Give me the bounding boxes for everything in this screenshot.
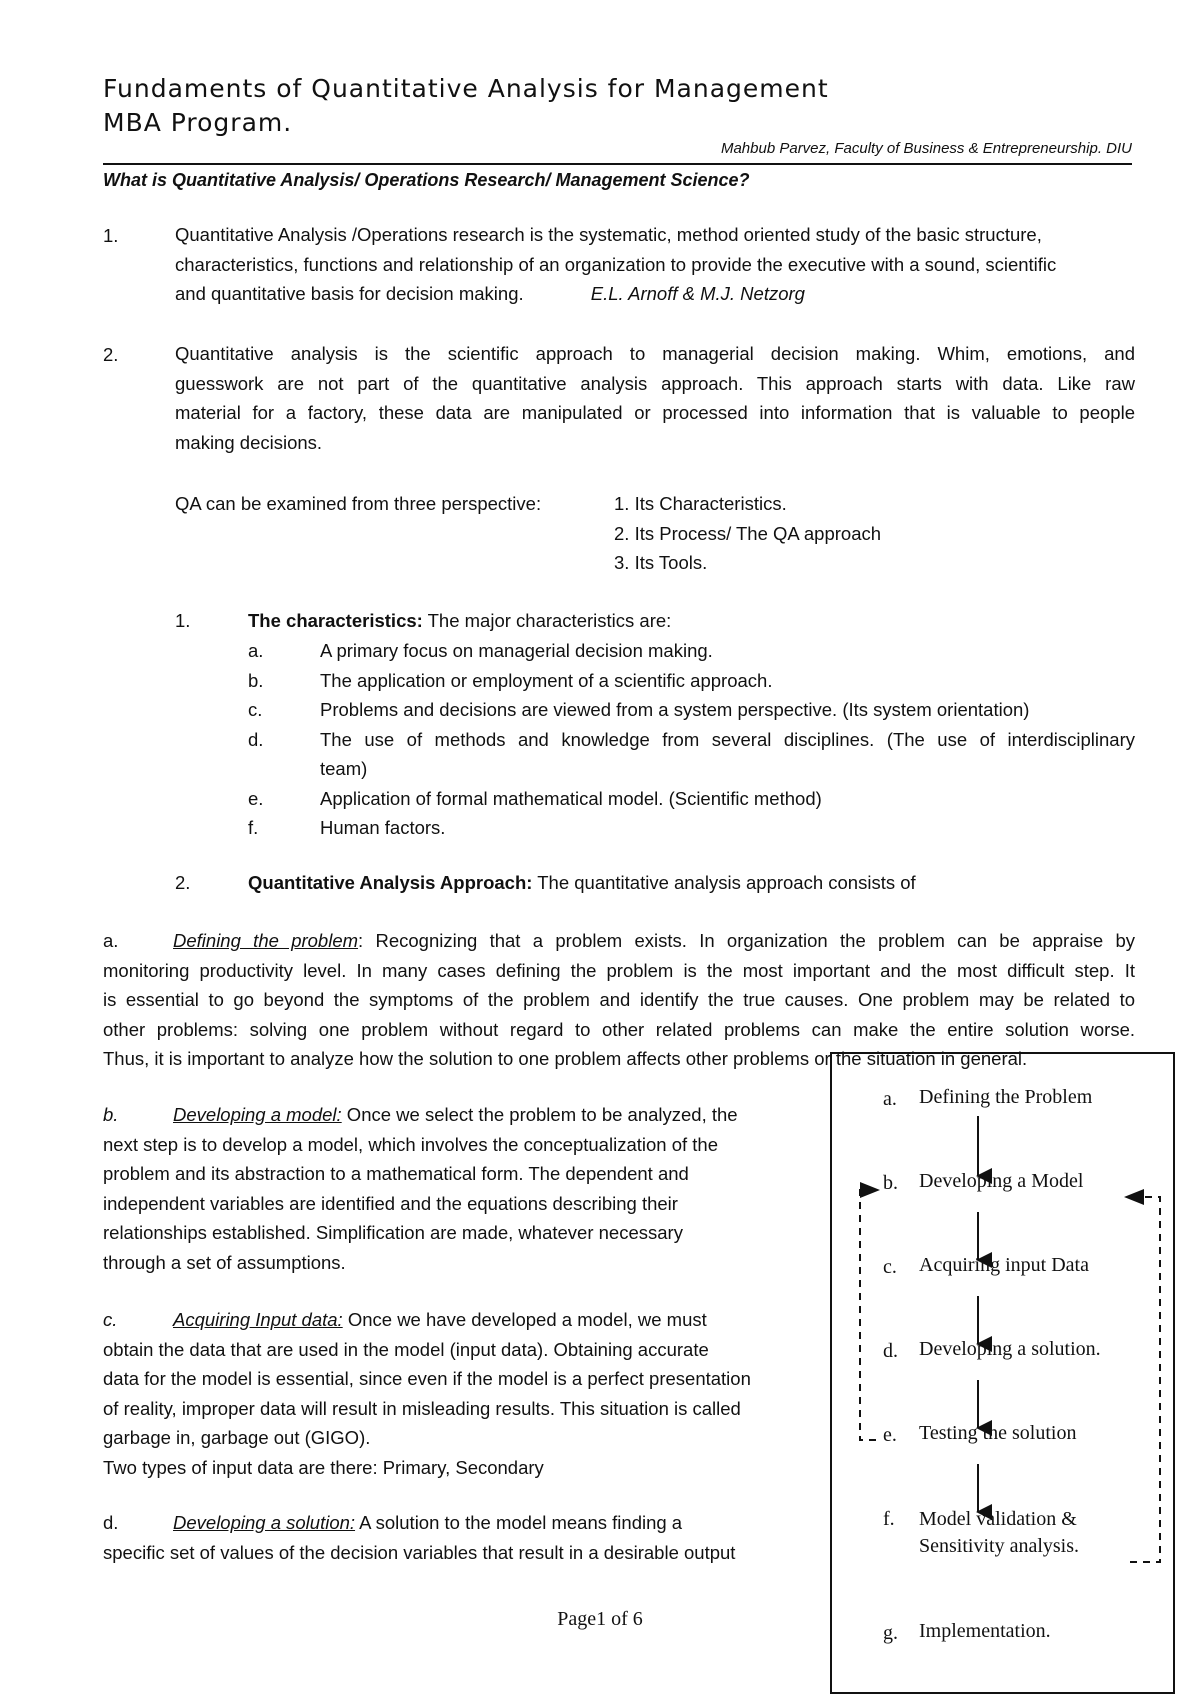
step-line: monitoring productivity level. In many cases defining the problem is the most important and the most difficult step. It [103,959,1135,981]
definition-line [175,279,1135,309]
characteristics-letters [248,636,263,843]
flow-step-label-line: Sensitivity analysis. [919,1535,1079,1557]
step-line: problem and its abstraction to a mathematical form. The dependent and [103,1163,689,1184]
step-line-text: : Recognizing that a problem exists. In organization the problem can be appraise by [358,930,1135,951]
step-c [103,1305,823,1482]
definition-number: 1. [103,225,119,246]
approach-intro: The quantitative analysis approach consists of [532,872,916,893]
definition-line: material for a factory, these data are manipulated or processed into information that is valuable to people [175,402,1135,423]
author-line: Mahbub Parvez, Faculty of Business & Entrepreneurship. DIU [720,140,1132,157]
approach-heading: Quantitative Analysis Approach: [248,872,533,893]
step-line [103,1508,823,1538]
program-title: MBA Program. [103,108,293,137]
characteristic-item: The application or employment of a scientific approach. [320,669,773,691]
flow-step-label: Implementation. [919,1620,1051,1642]
characteristic-item: Application of formal mathematical model. (Scientific method) [320,787,822,809]
flowchart-connectors [830,1052,1175,1694]
flow-step-label [919,1506,1079,1560]
flow-step-label-line: Model validation & [919,1508,1077,1530]
step-line-text: Once we select the problem to be analyzed, the [341,1104,738,1125]
step-line: through a set of assumptions. [103,1251,346,1273]
characteristic-item: Human factors. [320,817,446,838]
step-line [103,926,1135,956]
definition-1 [175,220,1135,309]
feedback-loop-left [860,1190,878,1440]
step-line: Thus, it is important to analyze how the solution to one problem affects other problems or the situation in general. [103,1048,1028,1069]
approach-number: 2. [175,872,191,893]
flow-step-letter: c. [883,1256,897,1278]
item-letter: d. [248,728,264,750]
step-heading: Defining the problem [173,930,359,951]
definition-2 [175,339,1135,457]
characteristics-heading: The characteristics: [248,610,423,631]
perspectives-intro: QA can be examined from three perspective: [175,493,542,514]
perspective-item: 2. Its Process/ The QA approach [614,522,882,544]
definition-line: characteristics, functions and relationship of an organization to provide the executive with a sound, scientific [175,253,1057,275]
definition-number: 2. [103,344,119,365]
characteristics-intro: The major characteristics are: [422,610,672,631]
step-letter: a. [103,930,119,951]
characteristics-heading-line [248,606,671,636]
characteristic-item: The use of methods and knowledge from several disciplines. (The use of interdisciplinary [320,728,1135,750]
step-b [103,1100,803,1277]
step-line: specific set of values of the decision variables that result in a desirable output [103,1541,736,1563]
step-letter: b. [103,1104,119,1125]
item-letter: f. [248,817,259,838]
flow-step-label: Acquiring input Data [919,1254,1089,1276]
flow-step-label: Defining the Problem [919,1086,1093,1108]
step-line: other problems: solving one problem without regard to other related problems can make the entire solution worse. [103,1018,1135,1040]
approach-heading-line [248,868,916,898]
section-question: What is Quantitative Analysis/ Operations Research/ Management Science? [103,170,750,190]
flow-step-letter: f. [883,1508,895,1530]
step-line: next step is to develop a model, which involves the conceptualization of the [103,1133,718,1155]
characteristics-list [320,636,1135,843]
step-line: obtain the data that are used in the model (input data). Obtaining accurate [103,1338,709,1360]
perspective-item: 1. Its Characteristics. [614,493,787,514]
header-divider [103,163,1132,165]
item-letter: e. [248,787,264,809]
step-line [103,1100,803,1130]
step-line: Two types of input data are there: Primary, Secondary [103,1456,544,1478]
step-letter: c. [103,1309,118,1330]
step-line: independent variables are identified and the equations describing their [103,1192,678,1214]
characteristic-item: A primary focus on managerial decision making. [320,640,713,661]
characteristic-item-continued: team) [320,758,368,779]
perspective-item: 3. Its Tools. [614,552,708,573]
characteristic-item: Problems and decisions are viewed from a system perspective. (Its system orientation) [320,699,1030,720]
document-title: Fundaments of Quantitative Analysis for Management [103,74,829,103]
step-line: relationships established. Simplification are made, whatever necessary [103,1222,683,1243]
item-letter: a. [248,640,264,661]
step-line: data for the model is essential, since even if the model is a perfect presentation [103,1368,751,1389]
step-heading: Developing a model: [173,1104,342,1125]
step-letter: d. [103,1512,119,1533]
perspectives-list [614,489,881,578]
flow-step-letter: e. [883,1424,897,1446]
flow-step-label: Developing a Model [919,1170,1084,1192]
step-line [103,1305,823,1335]
step-line: is essential to go beyond the symptoms of the problem and identify the true causes. One problem may be related to [103,989,1135,1010]
definition-line: making decisions. [175,431,323,453]
definition-attribution: E.L. Arnoff & M.J. Netzorg [590,283,805,304]
flow-step-letter: g. [883,1622,898,1644]
step-line: of reality, improper data will result in misleading results. This situation is called [103,1397,741,1419]
flow-step-letter: a. [883,1088,897,1110]
characteristics-number: 1. [175,610,191,631]
flow-step-letter: d. [883,1340,898,1362]
flow-step-label: Developing a solution. [919,1338,1101,1360]
step-heading: Acquiring Input data: [173,1309,343,1330]
step-line: garbage in, garbage out (GIGO). [103,1427,371,1448]
item-letter: b. [248,669,264,691]
feedback-loop-right [1126,1197,1160,1562]
flow-step-letter: b. [883,1172,898,1194]
step-line-text: A solution to the model means finding a [355,1512,683,1533]
step-d [103,1508,823,1567]
definition-line: Quantitative Analysis /Operations research is the systematic, method oriented study of the basic structure, [175,224,1042,245]
definition-line-text: and quantitative basis for decision making. [175,283,524,304]
flow-step-label: Testing the solution [919,1422,1077,1444]
page-number: Page1 of 6 [557,1608,643,1630]
step-heading: Developing a solution: [173,1512,356,1533]
step-line-text: Once we have developed a model, we must [342,1309,707,1330]
item-letter: c. [248,699,263,720]
definition-line: guesswork are not part of the quantitative analysis approach. This approach starts with data. Like raw [175,372,1135,394]
definition-line: Quantitative analysis is the scientific approach to managerial decision making. Whim, emotions, and [175,343,1135,364]
